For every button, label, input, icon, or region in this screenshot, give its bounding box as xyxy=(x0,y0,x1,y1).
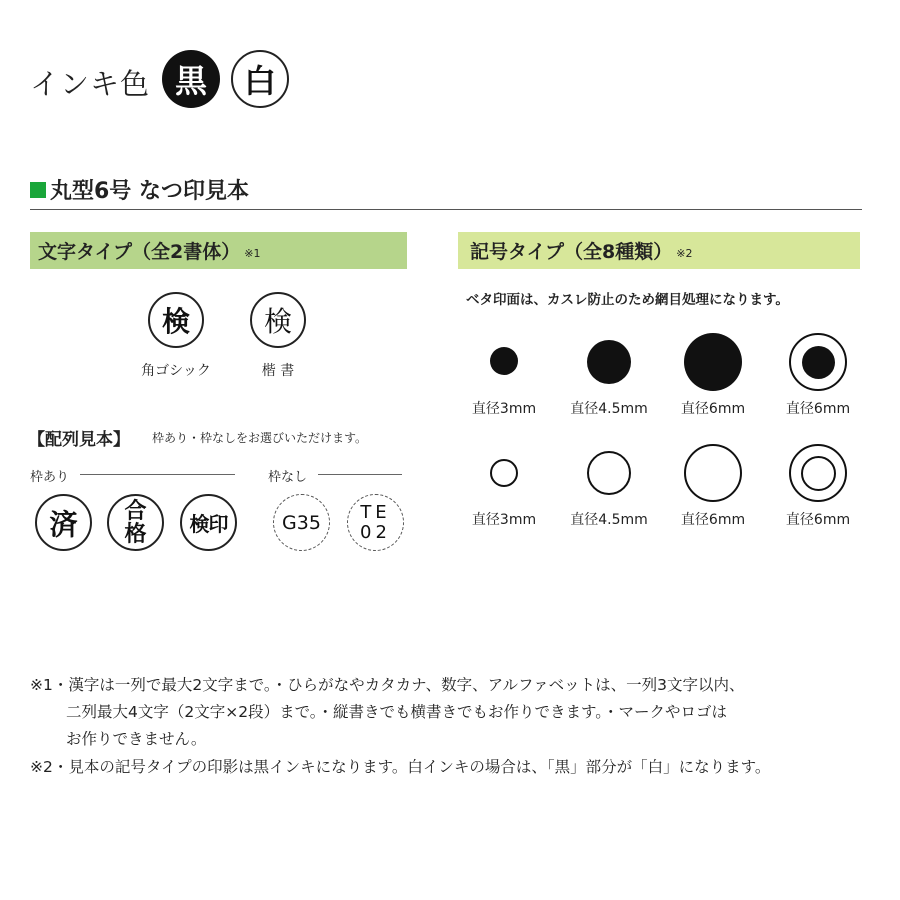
text-type-note: ※1 xyxy=(244,247,261,260)
filled-label-4: 直径6mm xyxy=(785,401,851,417)
filled-dot-3mm xyxy=(490,347,518,375)
framed-stamp-kenin-text: 検印 xyxy=(189,512,228,536)
framed-stamp-goukaku-line1: 合 xyxy=(124,498,147,524)
kaisho-sample-char: 検 xyxy=(263,305,292,338)
ink-black-badge: 黒 xyxy=(162,50,220,108)
double-circle-6mm xyxy=(789,444,847,502)
ring-inner-dot xyxy=(802,346,835,379)
unframed-stamp-g35-text: G35 xyxy=(282,511,321,534)
green-square-icon xyxy=(30,182,46,198)
gothic-caption: 角ゴシック xyxy=(141,363,211,379)
kaisho-sample-stamp xyxy=(250,292,306,348)
text-type-header xyxy=(30,232,407,269)
framed-stamp-sai xyxy=(35,494,92,551)
unframed-stamp-te02 xyxy=(347,494,404,551)
outline-circle-3mm xyxy=(490,459,518,487)
outline-circle-6mm xyxy=(684,444,742,502)
footnote-1-line-3: お作りできません。 xyxy=(66,730,207,748)
outline-label-3: 直径6mm xyxy=(680,512,746,528)
filled-dot-6mm xyxy=(684,333,742,391)
framed-stamp-goukaku-line2: 格 xyxy=(124,521,147,547)
text-type-title: 文字タイプ（全2書体） xyxy=(38,241,241,263)
filled-label-3: 直径6mm xyxy=(680,401,746,417)
footnote-1-line-2: 二列最大4文字（2文字×2段）まで。・縦書きでも横書きでもお作りできます。・マークやロゴは xyxy=(66,703,728,721)
outline-label-4: 直径6mm xyxy=(785,512,851,528)
framed-label: 枠あり xyxy=(30,470,70,485)
unframed-label: 枠なし xyxy=(268,470,308,485)
symbol-type-desc: ベタ印面は、カスレ防止のため網目処理になります。 xyxy=(466,292,789,308)
unframed-stamp-te02-line1: TE xyxy=(360,501,391,523)
ring-filled-dot-6mm xyxy=(789,333,847,391)
kaisho-caption: 楷 書 xyxy=(261,363,295,379)
framed-stamp-kenin xyxy=(180,494,237,551)
ink-color-label: インキ色 xyxy=(30,67,151,101)
symbol-type-title: 記号タイプ（全8種類） xyxy=(470,241,673,263)
outline-circle-4-5mm xyxy=(587,451,631,495)
footnote-1-line-1: ※1・漢字は一列で最大2文字まで。・ひらがなやカタカナ、数字、アルファベットは、一列3文字以内、 xyxy=(30,676,745,694)
outline-label-1: 直径3mm xyxy=(471,512,537,528)
layout-sample-title: 【配列見本】 xyxy=(28,430,130,450)
unframed-stamp-g35 xyxy=(273,494,330,551)
filled-label-2: 直径4.5mm xyxy=(570,401,648,417)
divider xyxy=(30,209,862,210)
symbol-type-header xyxy=(458,232,860,269)
framed-stamp-goukaku xyxy=(107,494,164,551)
filled-dot-4-5mm xyxy=(587,340,631,384)
gothic-sample-char: 検 xyxy=(161,305,190,338)
framed-rule xyxy=(80,474,235,475)
unframed-stamp-te02-line2: 02 xyxy=(360,521,391,543)
outline-label-2: 直径4.5mm xyxy=(570,512,648,528)
symbol-type-note: ※2 xyxy=(676,247,693,260)
unframed-rule xyxy=(318,474,402,475)
gothic-sample-stamp xyxy=(148,292,204,348)
section-title-text: 丸型6号 なつ印見本 xyxy=(50,179,249,204)
ink-white-badge: 白 xyxy=(231,50,289,108)
double-circle-inner xyxy=(801,456,836,491)
section-title xyxy=(30,174,249,205)
footnote-2: ※2・見本の記号タイプの印影は黒インキになります。白インキの場合は、「黒」部分が「白」になります。 xyxy=(30,758,771,776)
framed-stamp-sai-text: 済 xyxy=(49,507,78,541)
filled-label-1: 直径3mm xyxy=(471,401,537,417)
layout-sample-note: 枠あり・枠なしをお選びいただけます。 xyxy=(152,431,368,445)
